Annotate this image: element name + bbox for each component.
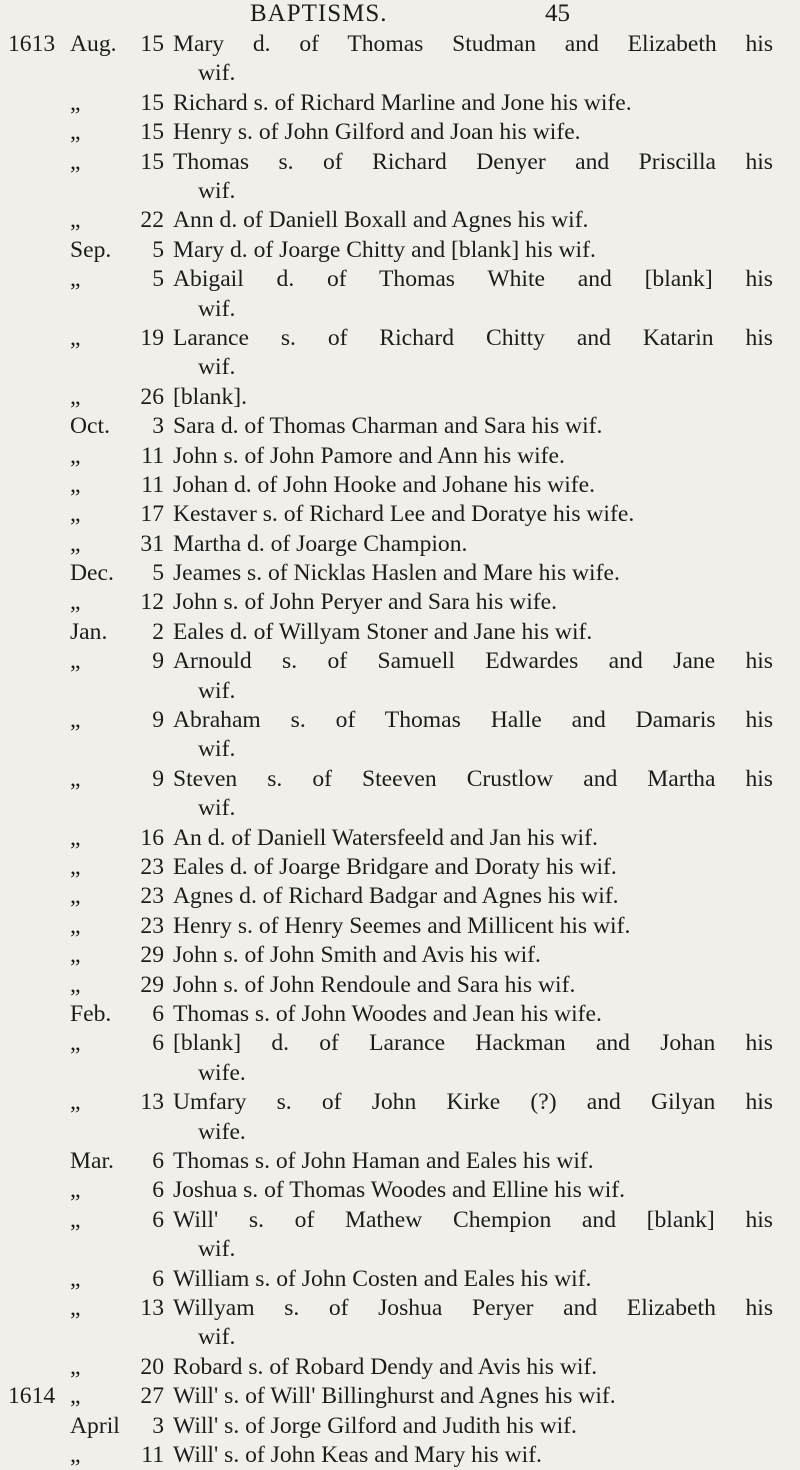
- entry-day: 9: [152, 765, 164, 792]
- entry-month: „: [70, 1265, 81, 1292]
- entry-text: Thomas s. of John Woodes and Jean his wife.: [173, 1001, 602, 1027]
- baptism-entry: [0, 559, 800, 588]
- entry-day: 6: [152, 1177, 164, 1204]
- entry-continuation: wif.: [198, 295, 236, 322]
- entry-text: Jeames s. of Nicklas Haslen and Mare his wife.: [173, 560, 620, 587]
- baptism-entry: [0, 1441, 800, 1470]
- entry-month: Feb.: [70, 1001, 112, 1027]
- entry-text: Larance s. of Richard Chitty and Katarin his: [173, 324, 773, 351]
- entry-day: 6: [152, 1147, 164, 1174]
- baptism-entry: [0, 1000, 800, 1029]
- entry-day: 31: [140, 530, 164, 557]
- entry-day: 17: [140, 501, 164, 528]
- baptism-entry: [0, 442, 800, 471]
- entry-month: „: [70, 1441, 81, 1468]
- entry-text: Umfary s. of John Kirke (?) and Gilyan his: [173, 1089, 773, 1116]
- baptism-entry: [0, 1147, 800, 1176]
- entry-year: 1613: [8, 31, 56, 57]
- page-number: 45: [545, 0, 570, 27]
- entry-month: „: [70, 648, 81, 675]
- entry-continuation: wif.: [198, 177, 236, 204]
- entry-day: 15: [140, 31, 164, 57]
- entry-continuation: wif.: [198, 677, 236, 704]
- entry-month: „: [70, 530, 81, 557]
- entry-text: Ann d. of Daniell Boxall and Agnes his wif.: [173, 207, 589, 234]
- baptism-entry: [0, 706, 800, 765]
- baptism-entry: [0, 412, 800, 441]
- entry-day: 23: [140, 883, 164, 910]
- entry-text: Will' s. of Mathew Chempion and [blank] his: [173, 1206, 773, 1233]
- entry-day: 15: [140, 119, 164, 146]
- baptism-entry: [0, 471, 800, 500]
- entry-day: 19: [140, 324, 164, 351]
- entry-month: Jan.: [70, 618, 108, 645]
- entry-day: 11: [141, 442, 164, 469]
- entry-text: Mary d. of Thomas Studman and Elizabeth his: [173, 31, 773, 57]
- entry-month: Dec.: [70, 560, 114, 587]
- baptism-entry: [0, 89, 800, 118]
- entry-text: Martha d. of Joarge Champion.: [173, 530, 468, 557]
- entry-day: 26: [140, 383, 164, 410]
- baptism-entry: [0, 148, 800, 207]
- baptism-entry: [0, 941, 800, 970]
- entry-continuation: wif.: [198, 1324, 236, 1351]
- entry-day: 11: [141, 471, 164, 498]
- entry-text: Kestaver s. of Richard Lee and Doratye his wife.: [173, 501, 635, 528]
- baptism-entry: [0, 647, 800, 706]
- baptism-entry: [0, 500, 800, 529]
- entry-continuation: wif.: [198, 354, 236, 381]
- entry-day: 6: [152, 1206, 164, 1233]
- entry-day: 2: [152, 618, 164, 645]
- entry-text: An d. of Daniell Watersfeeld and Jan his wif.: [173, 824, 598, 851]
- entry-text: Mary d. of Joarge Chitty and [blank] his wif.: [173, 236, 596, 263]
- entry-text: Will' s. of Will' Billinghurst and Agnes his wif.: [173, 1383, 616, 1410]
- entry-month: „: [70, 1294, 81, 1321]
- entry-day: 20: [140, 1353, 164, 1380]
- entry-text: Sara d. of Thomas Charman and Sara his wif.: [173, 413, 603, 440]
- entry-text: Joshua s. of Thomas Woodes and Elline his wif.: [173, 1177, 626, 1204]
- entry-day: 13: [140, 1089, 164, 1116]
- entry-month: „: [70, 1177, 81, 1204]
- entry-text: Thomas s. of John Haman and Eales his wif.: [173, 1147, 594, 1174]
- baptism-entry: [0, 1206, 800, 1265]
- entry-month: „: [70, 883, 81, 910]
- entry-day: 29: [140, 971, 164, 998]
- entry-month: „: [70, 912, 81, 939]
- entry-month: „: [70, 442, 81, 469]
- baptism-entry: [0, 1353, 800, 1382]
- baptism-entry: [0, 618, 800, 647]
- entry-text: John s. of John Rendoule and Sara his wif.: [173, 971, 576, 998]
- entry-text: [blank] d. of Larance Hackman and Johan his: [173, 1030, 773, 1057]
- entry-text: Will' s. of John Keas and Mary his wif.: [173, 1441, 542, 1468]
- entry-day: 12: [140, 589, 164, 616]
- entry-month: „: [70, 119, 81, 146]
- entry-text: Will' s. of Jorge Gilford and Judith his wif.: [173, 1412, 577, 1439]
- baptism-entry: [0, 1382, 800, 1411]
- entry-text: Eales d. of Joarge Bridgare and Doraty his wif.: [173, 854, 617, 881]
- entry-month: April: [70, 1412, 120, 1439]
- baptism-entry: [0, 853, 800, 882]
- entry-day: 15: [140, 89, 164, 116]
- entry-month: Sep.: [70, 236, 112, 263]
- baptism-entry: [0, 265, 800, 324]
- entry-day: 5: [152, 560, 164, 587]
- entry-day: 23: [140, 912, 164, 939]
- entry-month: „: [70, 207, 81, 234]
- entry-day: 5: [152, 266, 164, 293]
- page-title: BAPTISMS.: [250, 0, 388, 27]
- entry-month: „: [70, 1353, 81, 1380]
- entry-day: 5: [152, 236, 164, 263]
- baptism-entry: [0, 765, 800, 824]
- entry-text: Arnould s. of Samuell Edwardes and Jane his: [173, 648, 773, 675]
- entry-month: „: [70, 383, 81, 410]
- entry-day: 9: [152, 707, 164, 734]
- entry-text: Richard s. of Richard Marline and Jone his wife.: [173, 89, 632, 116]
- entry-month: „: [70, 501, 81, 528]
- entry-text: Steven s. of Steeven Crustlow and Martha his: [173, 765, 773, 792]
- baptism-entry: [0, 1294, 800, 1353]
- baptism-entries: [0, 30, 800, 1470]
- baptism-entry: [0, 588, 800, 617]
- baptism-entry: [0, 383, 800, 412]
- entry-month: „: [70, 824, 81, 851]
- baptism-entry: [0, 912, 800, 941]
- entry-month: „: [70, 707, 81, 734]
- entry-text: Henry s. of Henry Seemes and Millicent his wif.: [173, 912, 631, 939]
- entry-text: Robard s. of Robard Dendy and Avis his wif.: [173, 1353, 598, 1380]
- entry-text: Abraham s. of Thomas Halle and Damaris his: [173, 707, 773, 734]
- baptism-entry: [0, 1412, 800, 1441]
- entry-continuation: wif.: [198, 736, 236, 763]
- entry-continuation: wif.: [198, 60, 236, 87]
- baptism-entry: [0, 206, 800, 235]
- baptism-entry: [0, 1088, 800, 1147]
- baptism-entry: [0, 1176, 800, 1205]
- entry-text: Thomas s. of Richard Denyer and Priscilla his: [173, 148, 773, 175]
- baptism-entry: [0, 824, 800, 853]
- entry-day: 9: [152, 648, 164, 675]
- entry-month: „: [70, 324, 81, 351]
- entry-text: John s. of John Pamore and Ann his wife.: [173, 442, 565, 469]
- entry-continuation: wif.: [198, 795, 236, 822]
- entry-text: [blank].: [173, 383, 248, 410]
- baptism-entry: [0, 1029, 800, 1088]
- entry-month: „: [70, 942, 81, 969]
- entry-month: „: [70, 765, 81, 792]
- entry-continuation: wife.: [198, 1059, 246, 1086]
- entry-day: 22: [140, 207, 164, 234]
- entry-day: 6: [152, 1030, 164, 1057]
- entry-continuation: wife.: [198, 1118, 246, 1145]
- entry-text: Abigail d. of Thomas White and [blank] his: [173, 266, 773, 293]
- baptism-entry: [0, 530, 800, 559]
- baptism-entry: [0, 971, 800, 1000]
- entry-day: 16: [140, 824, 164, 851]
- entry-continuation: wif.: [198, 1236, 236, 1263]
- entry-day: 11: [141, 1441, 164, 1468]
- entry-month: „: [70, 589, 81, 616]
- entry-day: 6: [152, 1001, 164, 1027]
- entry-month: „: [70, 854, 81, 881]
- entry-month: „: [70, 1206, 81, 1233]
- entry-text: William s. of John Costen and Eales his wif.: [173, 1265, 592, 1292]
- entry-month: Mar.: [70, 1147, 114, 1174]
- entry-month: „: [70, 971, 81, 998]
- entry-month: „: [70, 1383, 81, 1410]
- entry-day: 13: [140, 1294, 164, 1321]
- entry-text: Eales d. of Willyam Stoner and Jane his wif.: [173, 618, 593, 645]
- entry-month: „: [70, 89, 81, 116]
- entry-day: 15: [140, 148, 164, 175]
- entry-text: John s. of John Peryer and Sara his wife.: [173, 589, 557, 616]
- entry-month: „: [70, 148, 81, 175]
- entry-day: 23: [140, 854, 164, 881]
- baptism-entry: [0, 324, 800, 383]
- entry-text: Agnes d. of Richard Badgar and Agnes his wif.: [173, 883, 619, 910]
- entry-month: „: [70, 471, 81, 498]
- entry-text: Henry s. of John Gilford and Joan his wife.: [173, 119, 581, 146]
- entry-year: 1614: [8, 1383, 56, 1410]
- entry-month: Aug.: [70, 31, 117, 57]
- entry-month: „: [70, 266, 81, 293]
- baptism-entry: [0, 30, 800, 89]
- entry-month: „: [70, 1030, 81, 1057]
- entry-day: 29: [140, 942, 164, 969]
- baptism-entry: [0, 118, 800, 147]
- baptism-entry: [0, 1265, 800, 1294]
- entry-day: 3: [152, 413, 164, 440]
- entry-text: Willyam s. of Joshua Peryer and Elizabeth his: [173, 1294, 773, 1321]
- entry-day: 3: [152, 1412, 164, 1439]
- entry-day: 6: [152, 1265, 164, 1292]
- entry-month: Oct.: [70, 413, 110, 440]
- baptism-entry: [0, 236, 800, 265]
- entry-text: John s. of John Smith and Avis his wif.: [173, 942, 541, 969]
- entry-month: „: [70, 1089, 81, 1116]
- entry-day: 27: [140, 1383, 164, 1410]
- entry-text: Johan d. of John Hooke and Johane his wife.: [173, 471, 595, 498]
- baptism-entry: [0, 882, 800, 911]
